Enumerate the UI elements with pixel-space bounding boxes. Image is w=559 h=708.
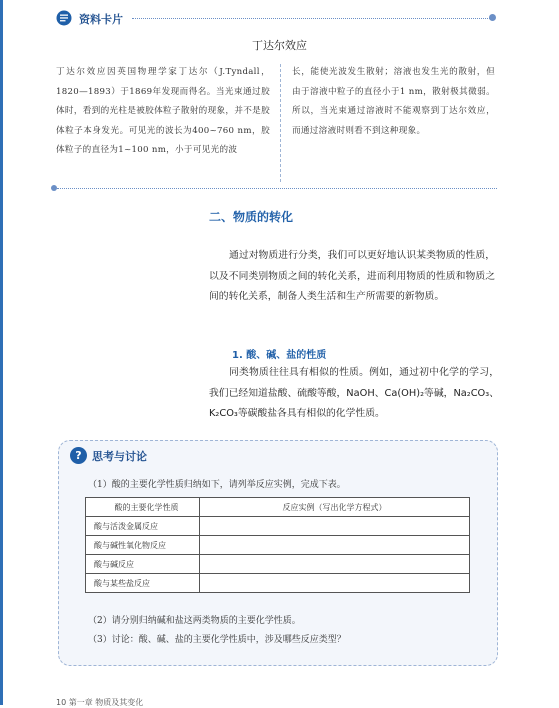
- discussion-title: 思考与讨论: [92, 450, 147, 463]
- acid-properties-table: [85, 497, 470, 593]
- table-header-row: [86, 498, 470, 517]
- table-cell-answer[interactable]: [200, 555, 470, 574]
- page-edge-bar: [0, 0, 3, 705]
- info-card-text-right: 长，能使光波发生散射；溶液也发生光的散射，但由于溶液中粒子的直径小于1 nm，散射极其微弱。所以，当光束通过溶液时不能观察到丁达尔效应，而通过溶液时则看不到这种现象。: [292, 67, 495, 136]
- question-3: （3）讨论：酸、碱、盐的主要化学性质中，涉及哪些反应类型？: [88, 635, 346, 645]
- section-title: 二、物质的转化: [209, 210, 294, 224]
- table-row: [86, 536, 470, 555]
- table-cell: 酸与活泼金属反应: [86, 517, 200, 536]
- table-row: [86, 555, 470, 574]
- divider: [57, 188, 497, 189]
- divider-end-dot: [489, 14, 496, 21]
- question-2: （2）请分别归纳碱和盐这两类物质的主要化学性质。: [88, 616, 301, 626]
- table-cell-answer[interactable]: [200, 517, 470, 536]
- info-card-icon: [56, 10, 72, 26]
- subsection-text: 同类物质往往具有相似的性质。例如，通过初中化学的学习，我们已经知道盐酸、硫酸等酸，NaOH、Ca(OH)₂等碱，Na₂CO₃、K₂CO₃等碳酸盐各具有相似的化学性质。: [209, 367, 499, 419]
- table-cell-answer[interactable]: [200, 536, 470, 555]
- info-card-text-left: 丁达尔效应因英国物理学家丁达尔（J.Tyndall，1820—1893）于1869年发现而得名。当光束通过胶体时，看到的光柱是被胶体粒子散射的现象，并不是胶体粒子本身发光。可见光的波长为400~760 nm，胶体粒子的直径为1~100 nm，小于可见光的波: [56, 67, 270, 155]
- column-divider: [280, 64, 281, 182]
- info-card-title: 资料卡片: [79, 13, 123, 26]
- table-cell-answer[interactable]: [200, 574, 470, 593]
- table-header: 反应实例（写出化学方程式）: [200, 498, 470, 517]
- page-footer: 10 第一章 物质及其变化: [56, 698, 144, 707]
- info-card-header: [56, 9, 496, 29]
- table-row: [86, 517, 470, 536]
- divider: [132, 18, 492, 19]
- table-cell: 酸与碱反应: [86, 555, 200, 574]
- discussion-icon: ?: [70, 447, 87, 464]
- table-row: [86, 574, 470, 593]
- question-1: （1）酸的主要化学性质归纳如下，请列举反应实例，完成下表。: [88, 480, 346, 490]
- subsection-title: 1. 酸、碱、盐的性质: [232, 350, 327, 361]
- table-cell: 酸与碱性氧化物反应: [86, 536, 200, 555]
- section-intro: 通过对物质进行分类，我们可以更好地认识某类物质的性质，以及不同类别物质之间的转化关系，进而利用物质的性质和物质之间的转化关系，制备人类生活和生产所需要的新物质。: [209, 250, 495, 302]
- table-header: 酸的主要化学性质: [86, 498, 200, 517]
- table-cell: 酸与某些盐反应: [86, 574, 200, 593]
- info-card-subtitle: 丁达尔效应: [252, 39, 307, 52]
